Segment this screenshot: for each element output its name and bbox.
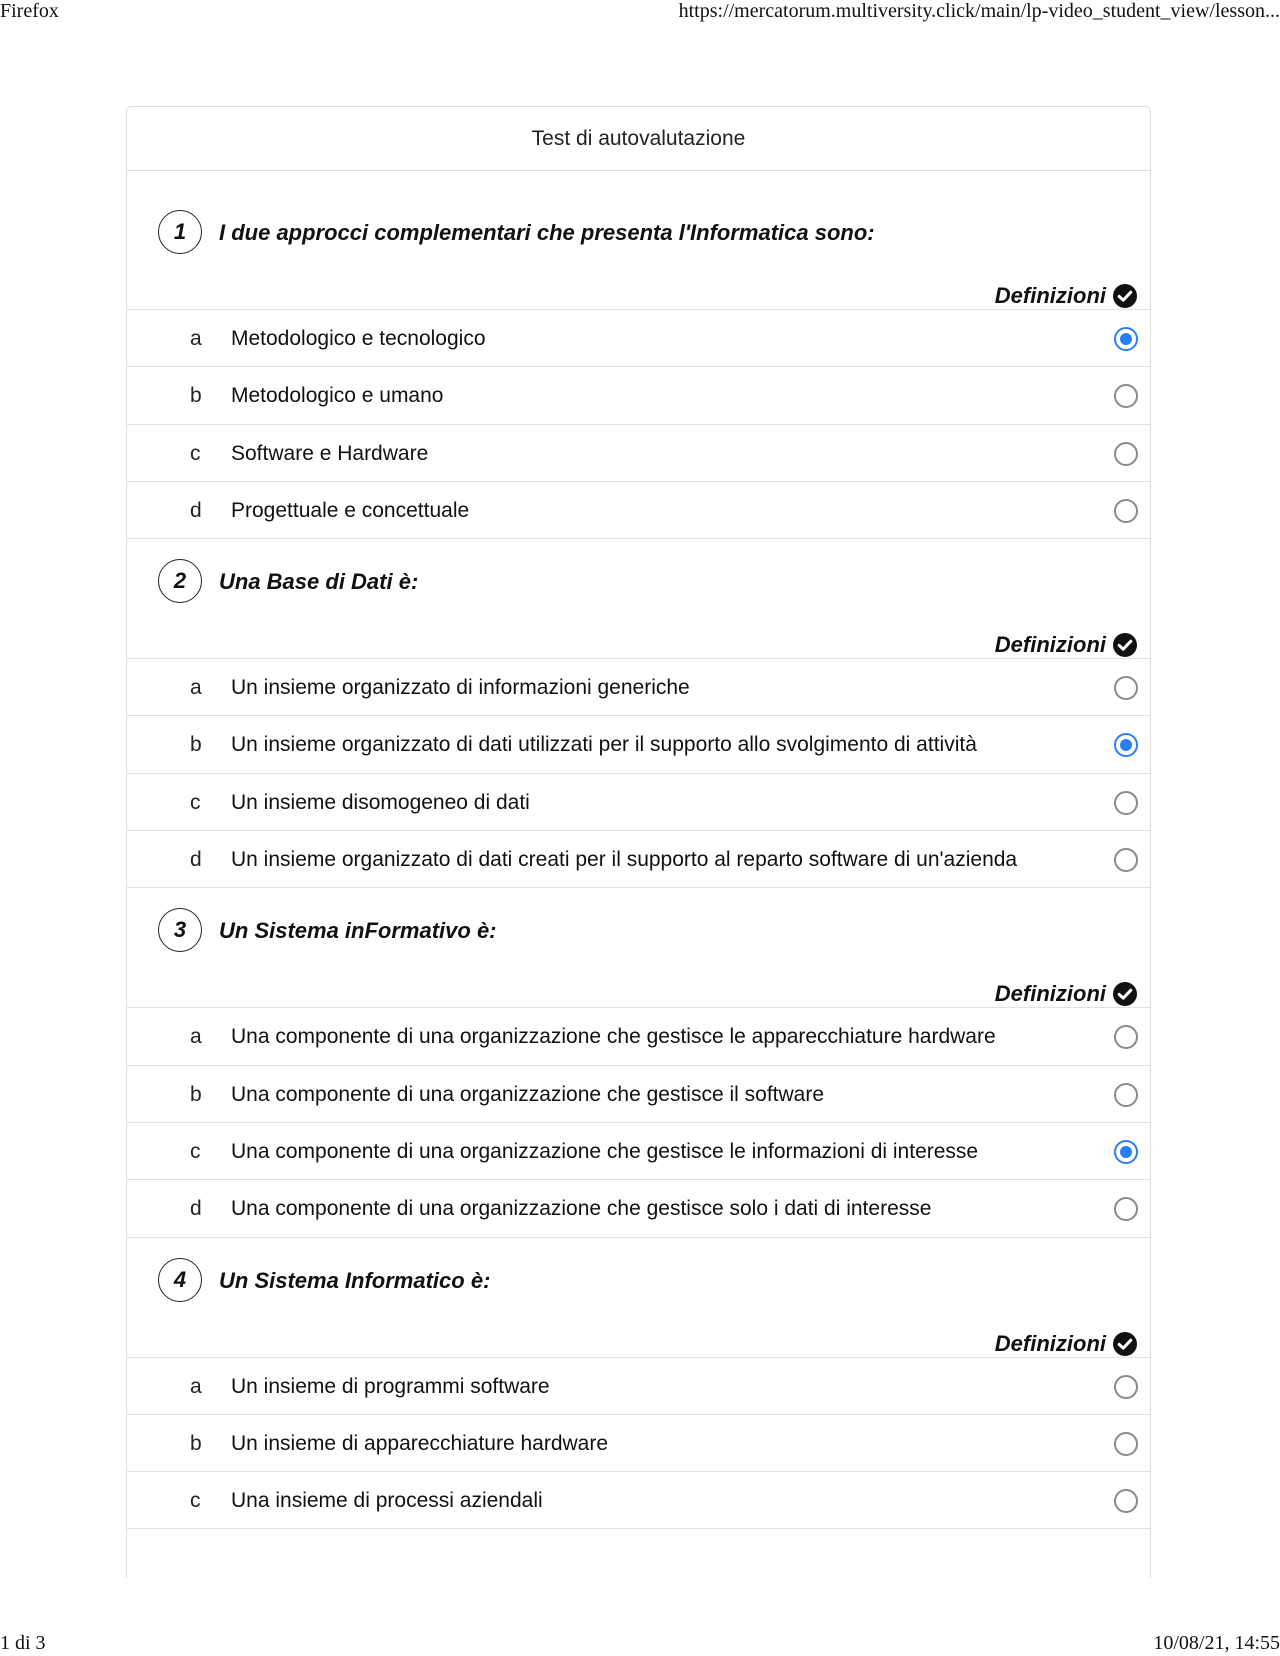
radio-icon[interactable] <box>1114 1489 1138 1513</box>
option-text: Un insieme disomogeneo di dati <box>231 790 530 814</box>
answer-option[interactable] <box>127 831 1150 888</box>
answer-option[interactable] <box>127 716 1150 773</box>
print-header <box>0 0 1280 24</box>
print-header-app-name: Firefox <box>0 0 59 22</box>
question-header <box>127 539 1150 659</box>
option-letter: a <box>190 327 202 350</box>
option-text: Una componente di una organizzazione che gestisce solo i dati di interesse <box>231 1197 932 1221</box>
radio-icon[interactable] <box>1114 1375 1138 1399</box>
question-block <box>127 190 1150 539</box>
question-number-badge: 2 <box>158 559 202 603</box>
definitions-link[interactable] <box>995 632 1138 658</box>
question-text: I due approcci complementari che presenta l'Informatica sono: <box>219 220 875 245</box>
question-header <box>127 190 1150 310</box>
radio-icon[interactable] <box>1114 442 1138 466</box>
quiz-card <box>126 106 1151 1578</box>
radio-selected-icon[interactable] <box>1114 1140 1138 1164</box>
radio-selected-icon[interactable] <box>1114 733 1138 757</box>
answer-option[interactable] <box>127 482 1150 539</box>
answer-option[interactable] <box>127 425 1150 482</box>
option-letter: b <box>190 733 202 757</box>
option-letter: d <box>190 498 202 522</box>
radio-icon[interactable] <box>1114 848 1138 872</box>
question-block <box>127 888 1150 1237</box>
definitions-link[interactable] <box>995 981 1138 1007</box>
option-letter: a <box>190 1374 202 1398</box>
answer-option[interactable] <box>127 1123 1150 1180</box>
radio-icon[interactable] <box>1114 791 1138 815</box>
radio-icon[interactable] <box>1114 1083 1138 1107</box>
option-text: Una componente di una organizzazione che gestisce le informazioni di interesse <box>231 1139 979 1163</box>
option-letter: b <box>190 1431 202 1455</box>
questions-list <box>127 171 1150 1529</box>
option-letter: a <box>190 1025 202 1049</box>
print-footer <box>0 1632 1280 1656</box>
option-text: Un insieme di programmi software <box>231 1374 550 1398</box>
answer-option[interactable] <box>127 1415 1150 1472</box>
option-text: Metodologico e umano <box>231 384 444 408</box>
print-timestamp: 10/08/21, 14:55 <box>1153 1632 1280 1654</box>
radio-icon[interactable] <box>1114 1025 1138 1049</box>
radio-icon[interactable] <box>1114 676 1138 700</box>
option-text: Un insieme organizzato di dati creati per il supporto al reparto software di un'azienda <box>231 848 1018 872</box>
option-letter: d <box>190 1197 202 1221</box>
answer-option[interactable] <box>127 1008 1150 1065</box>
card-title: Test di autovalutazione <box>127 107 1150 171</box>
question-header <box>127 1238 1150 1358</box>
question-number-badge: 3 <box>158 908 202 952</box>
option-text: Una componente di una organizzazione che gestisce le apparecchiature hardware <box>231 1025 996 1049</box>
check-circle-icon <box>1112 1331 1138 1357</box>
answer-option[interactable] <box>127 659 1150 716</box>
radio-icon[interactable] <box>1114 384 1138 408</box>
answer-option[interactable] <box>127 367 1150 424</box>
question-text: Una Base di Dati è: <box>219 569 419 595</box>
question-number-badge: 4 <box>158 1258 202 1302</box>
option-text: Metodologico e tecnologico <box>231 327 486 350</box>
option-text: Un insieme organizzato di informazioni generiche <box>231 676 690 700</box>
option-letter: d <box>190 848 202 872</box>
definitions-link[interactable] <box>995 283 1138 309</box>
check-circle-icon <box>1112 981 1138 1007</box>
option-letter: b <box>190 384 202 408</box>
page-indicator: 1 di 3 <box>0 1632 46 1654</box>
option-text: Un insieme organizzato di dati utilizzati per il supporto allo svolgimento di attività <box>231 733 977 757</box>
question-block <box>127 539 1150 888</box>
question-text: Un Sistema Informatico è: <box>219 1267 491 1293</box>
check-circle-icon <box>1112 283 1138 309</box>
option-letter: c <box>190 441 201 465</box>
option-text: Una componente di una organizzazione che gestisce il software <box>231 1082 825 1106</box>
option-letter: c <box>190 1139 201 1163</box>
radio-icon[interactable] <box>1114 1432 1138 1456</box>
check-circle-icon <box>1112 632 1138 658</box>
option-text: Una insieme di processi aziendali <box>231 1489 543 1513</box>
radio-selected-icon[interactable] <box>1114 327 1138 351</box>
radio-icon[interactable] <box>1114 1197 1138 1221</box>
option-letter: c <box>190 790 201 814</box>
definitions-label: Definizioni <box>994 283 1106 308</box>
option-text: Un insieme di apparecchiature hardware <box>231 1431 609 1455</box>
answer-option[interactable] <box>127 1066 1150 1123</box>
definitions-label: Definizioni <box>994 632 1106 658</box>
option-letter: c <box>190 1489 201 1513</box>
answer-option[interactable] <box>127 310 1150 367</box>
answer-option[interactable] <box>127 1358 1150 1415</box>
question-block <box>127 1238 1150 1530</box>
definitions-label: Definizioni <box>994 981 1106 1007</box>
definitions-label: Definizioni <box>994 1330 1106 1356</box>
answer-option[interactable] <box>127 774 1150 831</box>
answer-option[interactable] <box>127 1180 1150 1237</box>
option-letter: a <box>190 676 202 700</box>
definitions-link[interactable] <box>995 1331 1138 1357</box>
option-text: Progettuale e concettuale <box>231 498 470 522</box>
option-letter: b <box>190 1082 202 1106</box>
question-header <box>127 888 1150 1008</box>
option-text: Software e Hardware <box>231 441 429 465</box>
answer-option[interactable] <box>127 1472 1150 1529</box>
print-header-url: https://mercatorum.multiversity.click/main/lp-video_student_view/lesson... <box>678 0 1280 22</box>
question-text: Un Sistema inFormativo è: <box>219 918 497 944</box>
radio-icon[interactable] <box>1114 499 1138 523</box>
question-number-badge: 1 <box>158 210 202 254</box>
